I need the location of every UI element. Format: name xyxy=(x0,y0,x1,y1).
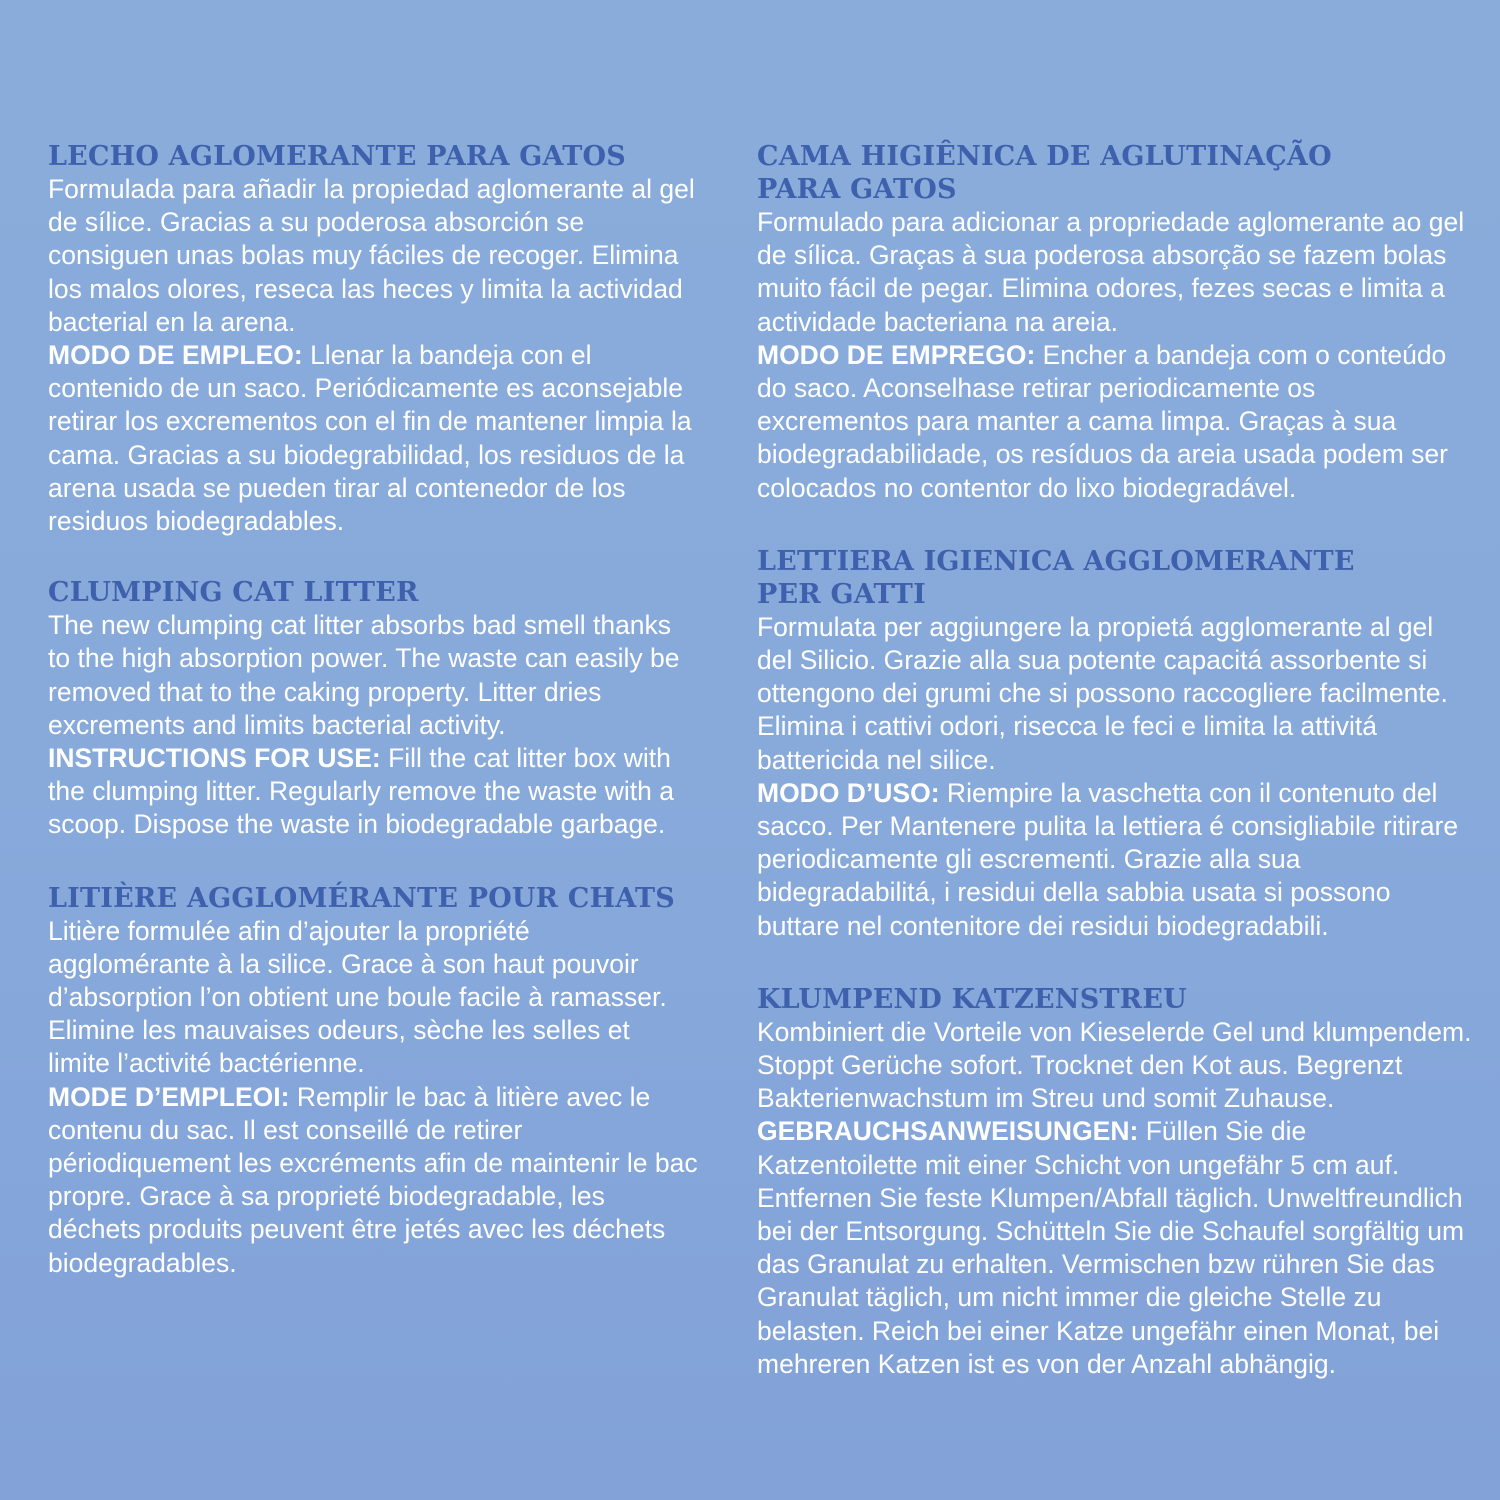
section-portuguese xyxy=(757,140,1472,505)
section-body xyxy=(757,611,1472,943)
section-heading: CAMA HIGIÊNICA DE AGLUTINAÇÃO PARA GATOS xyxy=(757,141,1332,205)
instructions-text: Fill the cat litter box with the clumping litter. Regularly remove the waste with a scoop. Dispose the waste in biodegradable garbage. xyxy=(48,743,674,840)
section-italian xyxy=(757,545,1472,943)
instructions-label: INSTRUCTIONS FOR USE: xyxy=(48,743,381,774)
instructions-label: MODE D’EMPLEOI: xyxy=(48,1081,290,1112)
instructions-text: Füllen Sie die Katzentoilette mit einer Schicht von ungefähr 5 cm auf. Entfernen Sie feste Klumpen/Abfall täglich. Unweltfreundlich bei der Entsorgung. Schütteln Sie die Schaufel sorgfältig um das Granulat zu erhalten. Vermischen bzw rühren Sie das Granulat täglich, um nicht immer die gleiche Stelle zu belasten. Reich bei einer Katze ungefähr einen Monat, bei mehreren Katzen ist es von der Anzahl abhängig. xyxy=(757,1116,1465,1379)
section-body xyxy=(48,609,698,841)
section-german xyxy=(757,983,1472,1381)
section-french xyxy=(48,882,698,1280)
section-body xyxy=(757,1016,1472,1381)
instructions-text: Encher a bandeja com o conteúdo do saco. Aconselhase retirar periodicamente os excrementos para manter a cama limpa. Graças à sua biodegradabilidade, os resíduos da areia usada podem ser colocados no contentor do lixo biodegradável. xyxy=(757,339,1448,503)
section-body xyxy=(757,206,1472,505)
section-description: The new clumping cat litter absorbs bad smell thanks to the high absorption power. The waste can easily be removed that to the caking property. Litter dries excrements and limits bacterial activity. xyxy=(48,610,680,740)
section-body xyxy=(48,173,698,538)
right-column xyxy=(757,140,1472,1421)
section-heading: CLUMPING CAT LITTER xyxy=(48,577,419,609)
left-column xyxy=(48,140,698,1320)
section-heading: LITIÈRE AGGLOMÉRANTE POUR CHATS xyxy=(48,882,675,914)
instructions-label: MODO DE EMPREGO: xyxy=(757,339,1036,370)
section-heading: KLUMPEND KATZENSTREU xyxy=(757,983,1187,1015)
section-description: Kombiniert die Vorteile von Kieselerde Gel und klumpendem. Stoppt Gerüche sofort. Trocknet den Kot aus. Begrenzt Bakterienwachstum im Streu und somit Zuhause. xyxy=(757,1016,1472,1114)
section-spanish xyxy=(48,140,698,538)
section-english xyxy=(48,576,698,841)
section-description: Formulada para añadir la propiedad aglomerante al gel de sílice. Gracias a su poderosa absorción se consiguen unas bolas muy fáciles de recoger. Elimina los malos olores, reseca las heces y limita la actividad bacterial en la arena. xyxy=(48,174,695,337)
section-body xyxy=(48,915,698,1280)
instructions-label: GEBRAUCHSANWEISUNGEN: xyxy=(757,1116,1139,1147)
section-heading: LECHO AGLOMERANTE PARA GATOS xyxy=(48,141,626,172)
instructions-text: Remplir le bac à litière avec le contenu du sac. Il est conseillé de retirer périodiquement les excréments afin de maintenir le bac propre. Grace à sa proprieté biodegradable, les déchets produits peuvent être jetés avec les déchets biodegradables. xyxy=(48,1081,698,1278)
section-description: Formulata per aggiungere la propietá agglomerante al gel del Silicio. Grazie alla sua potente capacitá assorbente si ottengono dei grumi che si possono raccogliere facilmente. Elimina i cattivi odori, risecca le feci e limita la attivitá battericida nel silice. xyxy=(757,611,1448,775)
instructions-label: MODO D’USO: xyxy=(757,777,940,808)
instructions-text: Riempire la vaschetta con il contenuto del sacco. Per Mantenere pulita la lettiera é consigliabile ritirare periodicamente gli escrementi. Grazie alla sua bidegradabilitá, i residui della sabbia usata si possono buttare nel contenitore dei residui biodegradabili. xyxy=(757,777,1459,941)
instructions-text: Llenar la bandeja con el contenido de un saco. Periódicamente es aconsejable retirar los excrementos con el fin de mantener limpia la cama. Gracias a su biodegrabilidad, los residuos de la arena usada se pueden tirar al contenedor de los residuos biodegradables. xyxy=(48,340,692,537)
instructions-label: MODO DE EMPLEO: xyxy=(48,340,303,371)
section-description: Litière formulée afin d’ajouter la propriété agglomérante à la silice. Grace à son haut pouvoir d’absorption l’on obtient une boule facile à ramasser. Elimine les mauvaises odeurs, sèche les selles et limite l’activité bactérienne. xyxy=(48,915,667,1079)
section-description: Formulado para adicionar a propriedade aglomerante ao gel de sílica. Graças à sua poderosa absorção se fazem bolas muito fácil de pegar. Elimina odores, fezes secas e limita a actividade bacteriana na areia. xyxy=(757,207,1465,337)
section-heading: LETTIERA IGIENICA AGGLOMERANTE PER GATTI xyxy=(757,545,1355,610)
